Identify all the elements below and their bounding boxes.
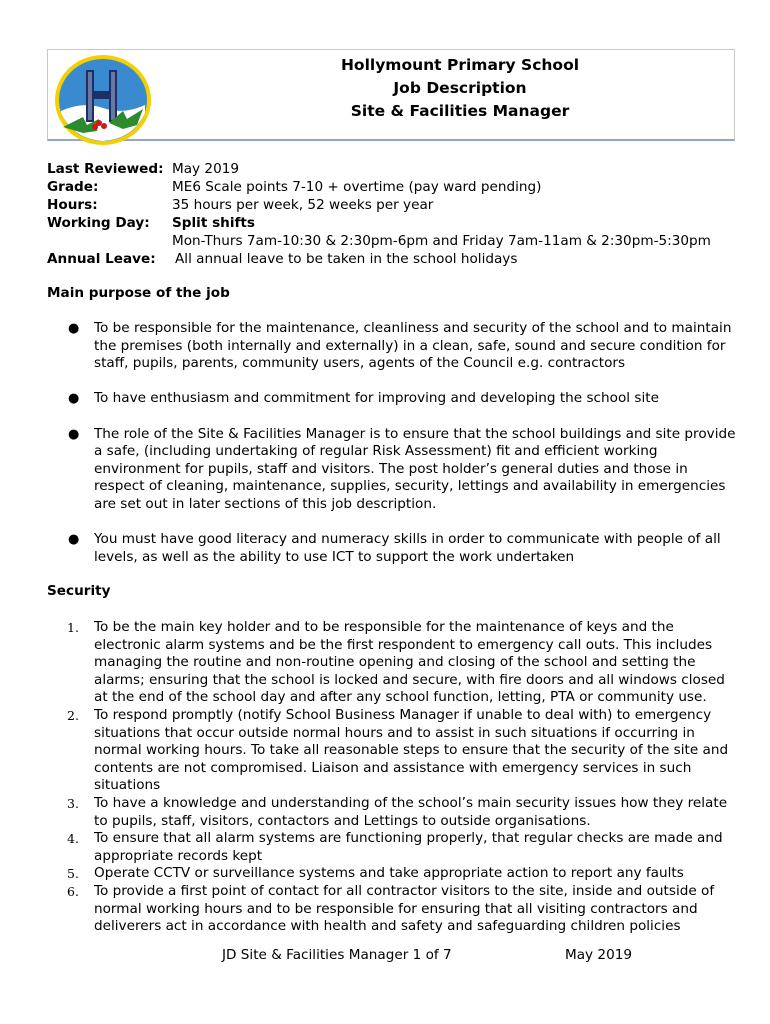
list-item (47, 883, 737, 936)
bullet-icon: ● (68, 321, 80, 336)
detail-label: Annual Leave: (47, 251, 156, 267)
detail-value: Split shifts (172, 215, 256, 231)
list-item-text: To be responsible for the maintenance, cleanliness and security of the school and to maintain the premises (both internally and externally) in a clean, safe, sound and secure condition for staff, pupils, parents, community users, agents of the Council e.g. contractors (94, 320, 732, 372)
list-item (47, 426, 737, 514)
detail-value: All annual leave to be taken in the school holidays (175, 251, 518, 267)
detail-value: May 2019 (172, 161, 240, 177)
main-purpose-list (47, 320, 737, 584)
detail-value: Mon-Thurs 7am-10:30 & 2:30pm-6pm and Friday 7am-11am & 2:30pm-5:30pm (172, 233, 711, 249)
footer-date: May 2019 (565, 947, 633, 963)
school-crest-icon (53, 53, 153, 147)
item-number: 1. (67, 620, 79, 635)
bullet-icon: ● (68, 532, 80, 548)
detail-label: Working Day: (47, 215, 150, 231)
header-title-block (190, 54, 730, 123)
doc-type: Job Description (393, 79, 527, 97)
item-number: 4. (67, 831, 79, 847)
item-number: 3. (67, 795, 79, 811)
item-number: 6. (67, 883, 79, 899)
detail-label: Grade: (47, 179, 99, 195)
list-item (47, 865, 737, 883)
security-list (47, 619, 737, 936)
list-item (47, 707, 737, 795)
list-item (47, 795, 737, 830)
list-item-text: To ensure that all alarm systems are functioning properly, that regular checks are made and appropriate records kept (94, 830, 723, 864)
detail-value: ME6 Scale points 7-10 + overtime (pay ward pending) (172, 179, 542, 195)
school-name: Hollymount Primary School (340, 56, 580, 74)
detail-label: Hours: (47, 197, 98, 213)
list-item-text: To have a knowledge and understanding of the school’s main security issues how they relate to pupils, staff, visitors, contactors and Lettings to outside organisations. (94, 794, 728, 829)
main-purpose-heading: Main purpose of the job (47, 285, 230, 301)
item-number: 2. (67, 707, 79, 723)
job-title: Site & Facilities Manager (350, 102, 570, 120)
footer-page-label: JD Site & Facilities Manager 1 of 7 (222, 947, 452, 963)
list-item (47, 320, 737, 373)
list-item (47, 531, 737, 566)
list-item-text: To provide a first point of contact for all contractor visitors to the site, inside and outside of normal working hours and to be responsible for ensuring that all visiting contractors and deliverers act in accordance with health and safety and safeguarding children policies (94, 882, 715, 935)
list-item-text: You must have good literacy and numeracy skills in order to communicate with people of all levels, as well as the ability to use ICT to support the work undertaken (94, 531, 721, 565)
item-number: 5. (67, 866, 79, 882)
detail-value: 35 hours per week, 52 weeks per year (172, 197, 434, 213)
list-item-text: To have enthusiasm and commitment for improving and developing the school site (94, 390, 659, 407)
list-item (47, 830, 737, 865)
bullet-icon: ● (68, 426, 80, 442)
list-item-text: To respond promptly (notify School Business Manager if unable to deal with) to emergency situations that occur outside normal hours and to assist in such situations if occurring in normal working hours. To take all reasonable steps to ensure that the security of the site and contents are not compromised. Liaison and assistance with emergency services in such situations (94, 706, 729, 794)
bullet-icon: ● (68, 391, 80, 407)
list-item-text: Operate CCTV or surveillance systems and take appropriate action to report any faults (94, 865, 684, 882)
list-item (47, 390, 737, 408)
detail-label: Last Reviewed: (47, 161, 164, 177)
list-item-text: To be the main key holder and to be responsible for the maintenance of keys and the electronic alarm systems and be the first respondent to emergency call outs. This includes managing the routine and non-routine opening and closing of the school and setting the alarms; ensuring that the school is locked and secure, with fire doors and all windows closed at the end of the school day and after any school function, letting, PTA or community use. (94, 619, 725, 706)
list-item-text: The role of the Site & Facilities Manager is to ensure that the school buildings and site provide a safe, (including undertaking of regular Risk Assessment) fit and efficient working environment for pupils, staff and visitors. The post holder’s general duties and those in respect of cleaning, maintenance, supplies, security, lettings and availability in emergencies are set out in later sections of this job description. (94, 425, 736, 512)
list-item (47, 619, 737, 707)
security-heading: Security (47, 583, 111, 599)
